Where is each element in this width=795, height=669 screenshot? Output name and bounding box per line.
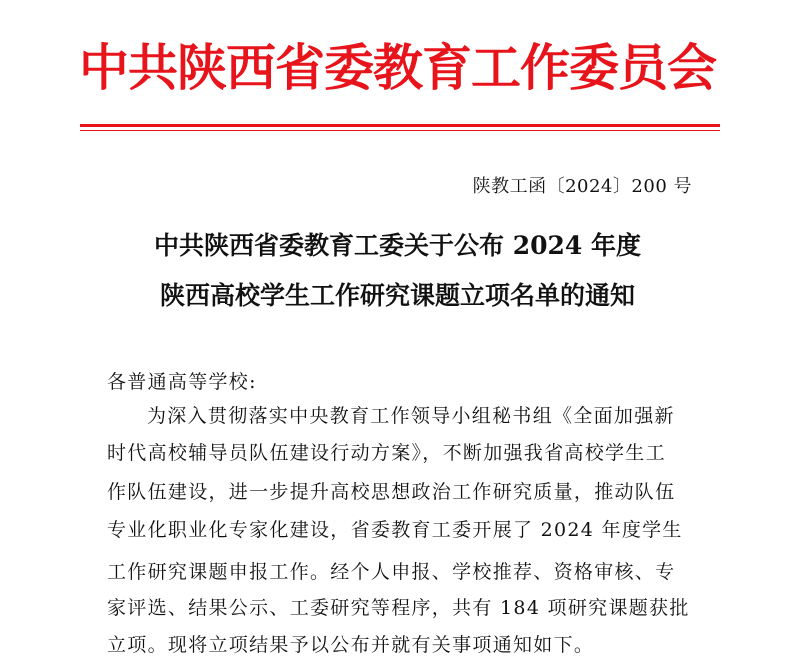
document-number: 陕教工函〔2024〕200 号 xyxy=(472,176,692,197)
letterhead-rule-thick xyxy=(80,124,720,127)
body-line: 家评选、结果公示、工委研究等程序，共有 184 项研究课题获批 xyxy=(107,597,690,619)
document-title-line-2: 陕西高校学生工作研究课题立项名单的通知 xyxy=(159,281,635,310)
body-line: 工作研究课题申报工作。经个人申报、学校推荐、资格审核、专 xyxy=(107,561,676,583)
letterhead-title: 中共陕西省委教育工作委员会 xyxy=(79,38,716,97)
body-line: 专业化职业化专家化建设，省委教育工委开展了 2024 年度学生 xyxy=(107,519,683,541)
salutation: 各普通高等学校: xyxy=(107,371,257,393)
body-line: 时代高校辅导员队伍建设行动方案》，不断加强我省高校学生工 xyxy=(107,442,666,464)
body-line: 为深入贯彻落实中央教育工作领导小组秘书组《全面加强新 xyxy=(147,405,675,427)
body-line: 立项。现将立项结果予以公布并就有关事项通知如下。 xyxy=(107,634,595,656)
document-title-line-1: 中共陕西省委教育工委关于公布 2024 年度 xyxy=(154,231,641,260)
body-line: 作队伍建设，进一步提升高校思想政治工作研究质量，推动队伍 xyxy=(107,481,676,503)
letterhead-rule-thin xyxy=(80,130,720,131)
